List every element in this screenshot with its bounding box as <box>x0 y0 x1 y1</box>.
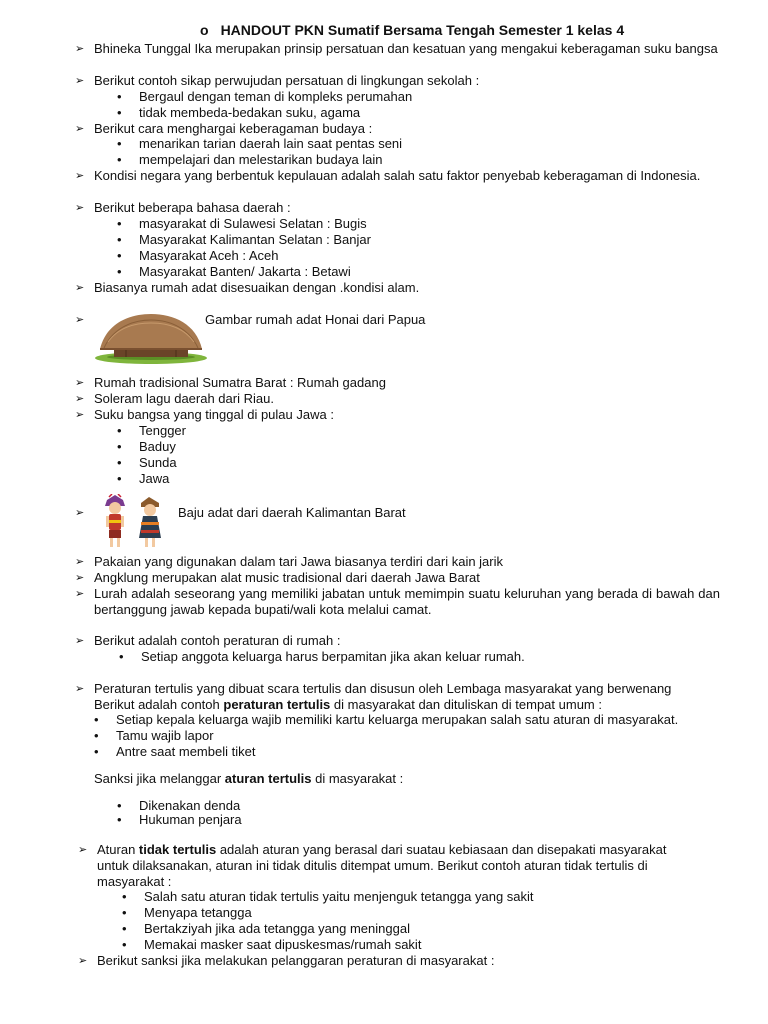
sub-list-item: • Jawa <box>117 471 170 486</box>
sub-list-item: • Antre saat membeli tiket <box>94 744 256 759</box>
arrow-bullet-icon: ➢ <box>75 635 85 647</box>
sub-list-item: • Masyarakat Kalimantan Selatan : Banjar <box>117 232 371 247</box>
sub-list-item: • Bergaul dengan teman di kompleks perumahan <box>117 89 413 104</box>
list-item: ➢ Berikut beberapa bahasa daerah : <box>75 200 291 215</box>
sub-list-item: • Tengger <box>117 423 186 438</box>
sub-list-item: • Dikenakan denda <box>117 798 241 813</box>
arrow-bullet-icon: ➢ <box>75 556 85 568</box>
arrow-bullet-icon: ➢ <box>75 683 85 695</box>
sub-list-item: • Salah satu aturan tidak tertulis yaitu menjenguk tetangga yang sakit <box>122 889 534 904</box>
list-item: ➢ Pakaian yang digunakan dalam tari Jawa biasanya terdiri dari kain jarik <box>75 554 504 569</box>
arrow-bullet-icon: ➢ <box>75 282 85 294</box>
honai-house-image <box>94 312 208 364</box>
list-item: ➢ Biasanya rumah adat disesuaikan dengan .kondisi alam. <box>75 280 420 295</box>
sub-list-item: • Tamu wajib lapor <box>94 728 214 743</box>
list-item: ➢ Berikut contoh sikap perwujudan persatuan di lingkungan sekolah : <box>75 73 480 88</box>
arrow-bullet-icon: ➢ <box>78 955 88 967</box>
arrow-bullet-icon: ➢ <box>75 393 85 405</box>
sub-list-item: • Masyarakat Aceh : Aceh <box>117 248 279 263</box>
arrow-bullet-icon: ➢ <box>75 202 85 214</box>
list-item: ➢ Berikut cara menghargai keberagaman budaya : <box>75 121 373 136</box>
sub-list-item: • Hukuman penjara <box>117 812 242 827</box>
sub-list-item: • tidak membeda-bedakan suku, agama <box>117 105 361 120</box>
traditional-costume-image <box>103 494 173 552</box>
paragraph-line: masyarakat : <box>97 874 172 889</box>
arrow-bullet-icon: ➢ <box>75 507 85 519</box>
paragraph-line: Sanksi jika melanggar aturan tertulis di masyarakat : <box>94 771 404 786</box>
arrow-bullet-icon: ➢ <box>75 170 85 182</box>
page-title: o HANDOUT PKN Sumatif Bersama Tengah Semester 1 kelas 4 <box>200 22 625 38</box>
arrow-bullet-icon: ➢ <box>75 75 85 87</box>
arrow-bullet-icon: ➢ <box>75 572 85 584</box>
costume-caption: Baju adat dari daerah Kalimantan Barat <box>178 505 406 520</box>
arrow-bullet-icon: ➢ <box>75 377 85 389</box>
paragraph-line: untuk dilaksanakan, aturan ini tidak ditulis ditempat umum. Berikut contoh aturan tidak tertulis di <box>97 858 648 873</box>
list-item: ➢ Peraturan tertulis yang dibuat scara tertulis dan disusun oleh Lembaga masyarakat yang berwenang <box>75 681 672 696</box>
sub-list-item: • Sunda <box>117 455 177 470</box>
list-item: ➢ Soleram lagu daerah dari Riau. <box>75 391 274 406</box>
list-item: ➢ Lurah adalah seseorang yang memiliki jabatan untuk memimpin suatu keluruhan yang berada di bawah dan bertanggung jawab kepada bupati/wali kota melalui camat. <box>75 586 720 617</box>
list-item: ➢ Aturan tidak tertulis adalah aturan yang berasal dari suatau kebiasaan dan disepakati masyarakat <box>78 842 667 857</box>
arrow-bullet-icon: ➢ <box>75 43 85 55</box>
list-item: ➢ Angklung merupakan alat music tradisional dari daerah Jawa Barat <box>75 570 480 585</box>
sub-list-item: • Menyapa tetangga <box>122 905 252 920</box>
sub-list-item: • Memakai masker saat dipuskesmas/rumah sakit <box>122 937 422 952</box>
sub-list-item: • Setiap anggota keluarga harus berpamitan jika akan keluar rumah. <box>119 649 525 664</box>
list-item: ➢ Berikut sanksi jika melakukan pelanggaran peraturan di masyarakat : <box>78 953 495 968</box>
sub-list-item: • mempelajari dan melestarikan budaya lain <box>117 152 383 167</box>
sub-list-item: • Bertakziyah jika ada tetangga yang meninggal <box>122 921 410 936</box>
list-item: ➢ Berikut adalah contoh peraturan di rumah : <box>75 633 341 648</box>
arrow-bullet-icon: ➢ <box>75 409 85 421</box>
sub-list-item: • Setiap kepala keluarga wajib memiliki kartu keluarga merupakan salah satu aturan di masyarakat. <box>94 712 679 727</box>
honai-caption: Gambar rumah adat Honai dari Papua <box>205 312 426 327</box>
arrow-bullet-icon: ➢ <box>75 314 85 326</box>
list-item: ➢ Bhineka Tunggal Ika merupakan prinsip persatuan dan kesatuan yang mengakui keberagaman suku bangsa <box>75 41 718 56</box>
list-item: ➢ Suku bangsa yang tinggal di pulau Jawa : <box>75 407 334 422</box>
arrow-bullet-icon: ➢ <box>78 844 88 856</box>
arrow-bullet-icon: ➢ <box>75 588 85 600</box>
sub-list-item: • masyarakat di Sulawesi Selatan : Bugis <box>117 216 367 231</box>
list-item: ➢ Kondisi negara yang berbentuk kepulauan adalah salah satu faktor penyebab keberagaman di Indonesia. <box>75 168 701 183</box>
sub-list-item: • menarikan tarian daerah lain saat pentas seni <box>117 136 403 151</box>
sub-list-item: • Baduy <box>117 439 176 454</box>
paragraph-line: Berikut adalah contoh peraturan tertulis di masyarakat dan dituliskan di tempat umum : <box>94 697 602 712</box>
arrow-bullet-icon: ➢ <box>75 123 85 135</box>
title-marker: o <box>200 22 209 38</box>
list-item: ➢ Rumah tradisional Sumatra Barat : Rumah gadang <box>75 375 386 390</box>
sub-list-item: • Masyarakat Banten/ Jakarta : Betawi <box>117 264 351 279</box>
